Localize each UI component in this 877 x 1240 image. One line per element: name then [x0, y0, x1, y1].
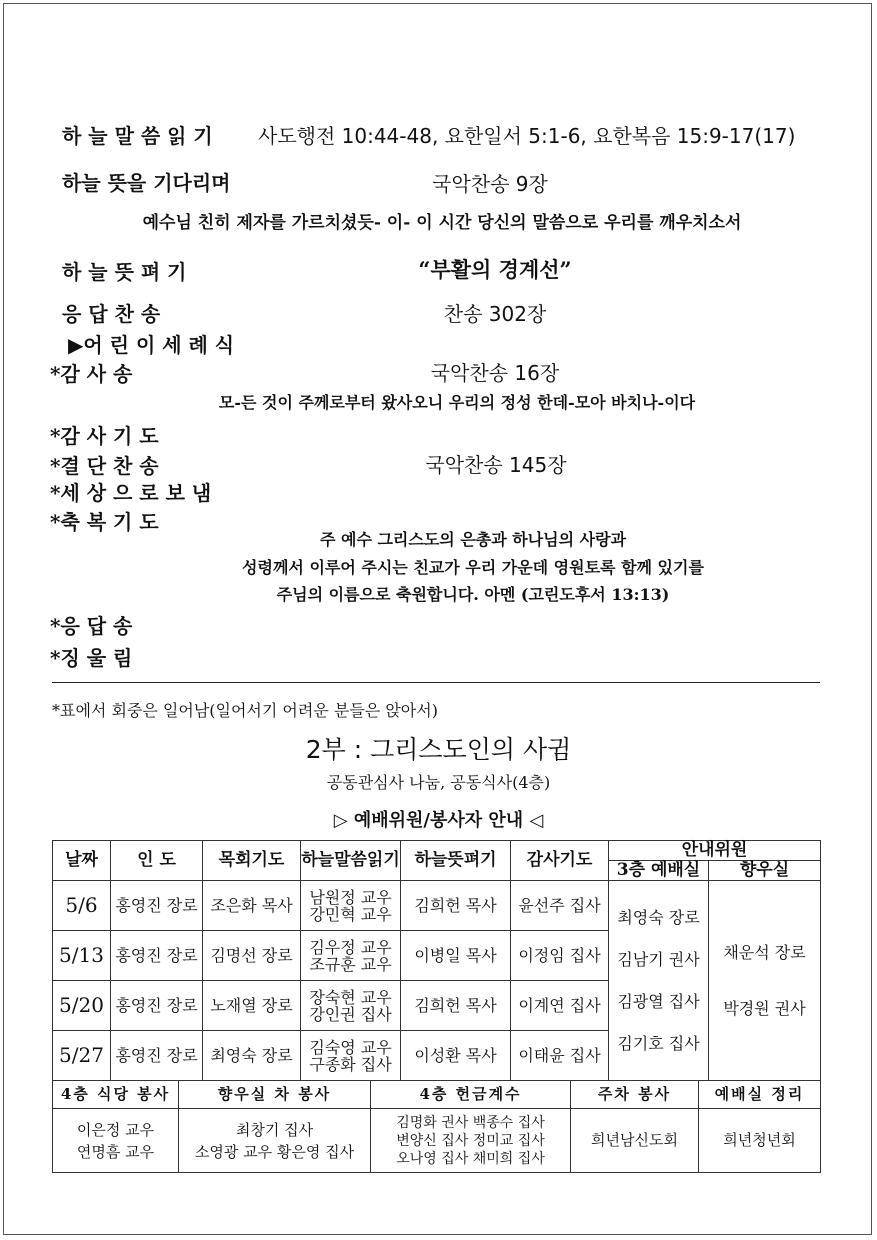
- cleanup-cell: 희년청년회: [699, 1109, 821, 1173]
- offering-cell: 김명화 권사 백종수 집사 변양신 집사 정미교 집사 오나영 집사 채미희 집사: [371, 1109, 571, 1173]
- date-cell: 5/27: [53, 1031, 111, 1081]
- reading-cell: 김우정 교우 조규훈 교우: [301, 931, 401, 981]
- header-3f: 3층 예배실: [609, 861, 709, 881]
- thanks-cell: 이계연 집사: [511, 981, 609, 1031]
- header-offering: 4층 헌금계수: [371, 1081, 571, 1109]
- lead-cell: 홍영진 장로: [111, 981, 203, 1031]
- schedule-table: [52, 840, 821, 1081]
- thanks-cell: 이태윤 집사: [511, 1031, 609, 1081]
- sermon-cell: 이성환 목사: [401, 1031, 511, 1081]
- thanks-cell: 윤선주 집사: [511, 881, 609, 931]
- order-value: 사도행전 10:44-48, 요한일서 5:1-6, 요한복음 15:9-17(17): [258, 124, 796, 148]
- sermon-cell: 김희헌 목사: [401, 881, 511, 931]
- table-row: [53, 881, 821, 931]
- order-label: *세 상 으 로 보 냄: [50, 481, 212, 505]
- order-label: *징 울 림: [50, 646, 133, 670]
- benediction-line: 주 예수 그리스도의 은총과 하나님의 사랑과: [319, 530, 627, 549]
- order-label: *감 사 기 도: [50, 424, 159, 448]
- header-parking: 주차 봉사: [571, 1081, 699, 1109]
- header-hyangu: 향우실: [709, 861, 821, 881]
- lead-cell: 홍영진 장로: [111, 881, 203, 931]
- header-lead: 인 도: [111, 841, 203, 881]
- benediction-line: 성령께서 이루어 주시는 친교가 우리 가운데 영원토록 함께 있기를: [242, 558, 704, 577]
- standing-note: *표에서 회중은 일어남(일어서기 어려운 분들은 앉아서): [52, 701, 438, 720]
- response-line: 예수님 친히 제자를 가르치셨듯- 이- 이 시간 당신의 말씀으로 우리를 깨우치소서: [142, 213, 742, 233]
- date-cell: 5/13: [53, 931, 111, 981]
- order-label: *감 사 송: [50, 362, 133, 386]
- prayer-cell: 노재열 장로: [203, 981, 301, 1031]
- part2-title: 2부 : 그리스도인의 사귐: [305, 735, 572, 764]
- dining-cell: 이은정 교우 연명흠 교우: [53, 1109, 179, 1173]
- parking-cell: 희년남신도회: [571, 1109, 699, 1173]
- service-table: [52, 1080, 821, 1173]
- prayer-cell: 조은화 목사: [203, 881, 301, 931]
- ushers-3f-cell: 최영숙 장로 김남기 권사 김광열 집사 김기호 집사: [609, 881, 709, 1081]
- header-tea: 향우실 차 봉사: [179, 1081, 371, 1109]
- reading-cell: 김숙영 교우 구종화 집사: [301, 1031, 401, 1081]
- date-cell: 5/6: [53, 881, 111, 931]
- ushers-hyangu-cell: 채운석 장로 박경원 권사: [709, 881, 821, 1081]
- order-value: 찬송 302장: [443, 302, 547, 326]
- order-label: *응 답 송: [50, 614, 133, 638]
- tea-cell: 최창기 집사 소영광 교우 황은영 집사: [179, 1109, 371, 1173]
- header-sermon: 하늘뜻펴기: [401, 841, 511, 881]
- lead-cell: 홍영진 장로: [111, 931, 203, 981]
- sermon-cell: 김희헌 목사: [401, 981, 511, 1031]
- benediction-line: 주님의 이름으로 축원합니다. 아멘 (고린도후서 13:13): [276, 585, 670, 604]
- order-value: 국악찬송 16장: [430, 361, 560, 385]
- order-value: 국악찬송 145장: [425, 453, 567, 477]
- order-label: 응 답 찬 송: [62, 302, 161, 326]
- header-dining: 4층 식당 봉사: [53, 1081, 179, 1109]
- lead-cell: 홍영진 장로: [111, 1031, 203, 1081]
- date-cell: 5/20: [53, 981, 111, 1031]
- order-value: 국악찬송 9장: [432, 172, 548, 196]
- order-label: 하 늘 말 씀 읽 기: [62, 124, 213, 148]
- thanks-cell: 이정임 집사: [511, 931, 609, 981]
- order-label: *축 복 기 도: [50, 510, 159, 534]
- header-reading: 하늘말씀읽기: [301, 841, 401, 881]
- schedule-heading: ▷ 예배위원/봉사자 안내 ◁: [333, 810, 544, 831]
- response-line: 모-든 것이 주께로부터 왔사오니 우리의 정성 한데-모아 바치나-이다: [218, 393, 696, 412]
- divider: [52, 682, 820, 683]
- header-prayer: 목회기도: [203, 841, 301, 881]
- header-thanks: 감사기도: [511, 841, 609, 881]
- header-date: 날짜: [53, 841, 111, 881]
- prayer-cell: 최영숙 장로: [203, 1031, 301, 1081]
- reading-cell: 남원정 교우 강민혁 교우: [301, 881, 401, 931]
- header-cleanup: 예배실 정리: [699, 1081, 821, 1109]
- reading-cell: 장숙현 교우 강인권 집사: [301, 981, 401, 1031]
- sermon-title: “부활의 경계선”: [418, 257, 572, 282]
- order-label: 하 늘 뜻 펴 기: [62, 260, 187, 284]
- sermon-cell: 이병일 목사: [401, 931, 511, 981]
- order-label: 하늘 뜻을 기다리며: [62, 171, 231, 195]
- order-label: *결 단 찬 송: [50, 454, 159, 478]
- part2-subtitle: 공동관심사 나눔, 공동식사(4층): [326, 773, 551, 792]
- header-ushers: 안내위원: [609, 841, 821, 861]
- prayer-cell: 김명선 장로: [203, 931, 301, 981]
- order-label: ▶어 린 이 세 례 식: [68, 333, 235, 357]
